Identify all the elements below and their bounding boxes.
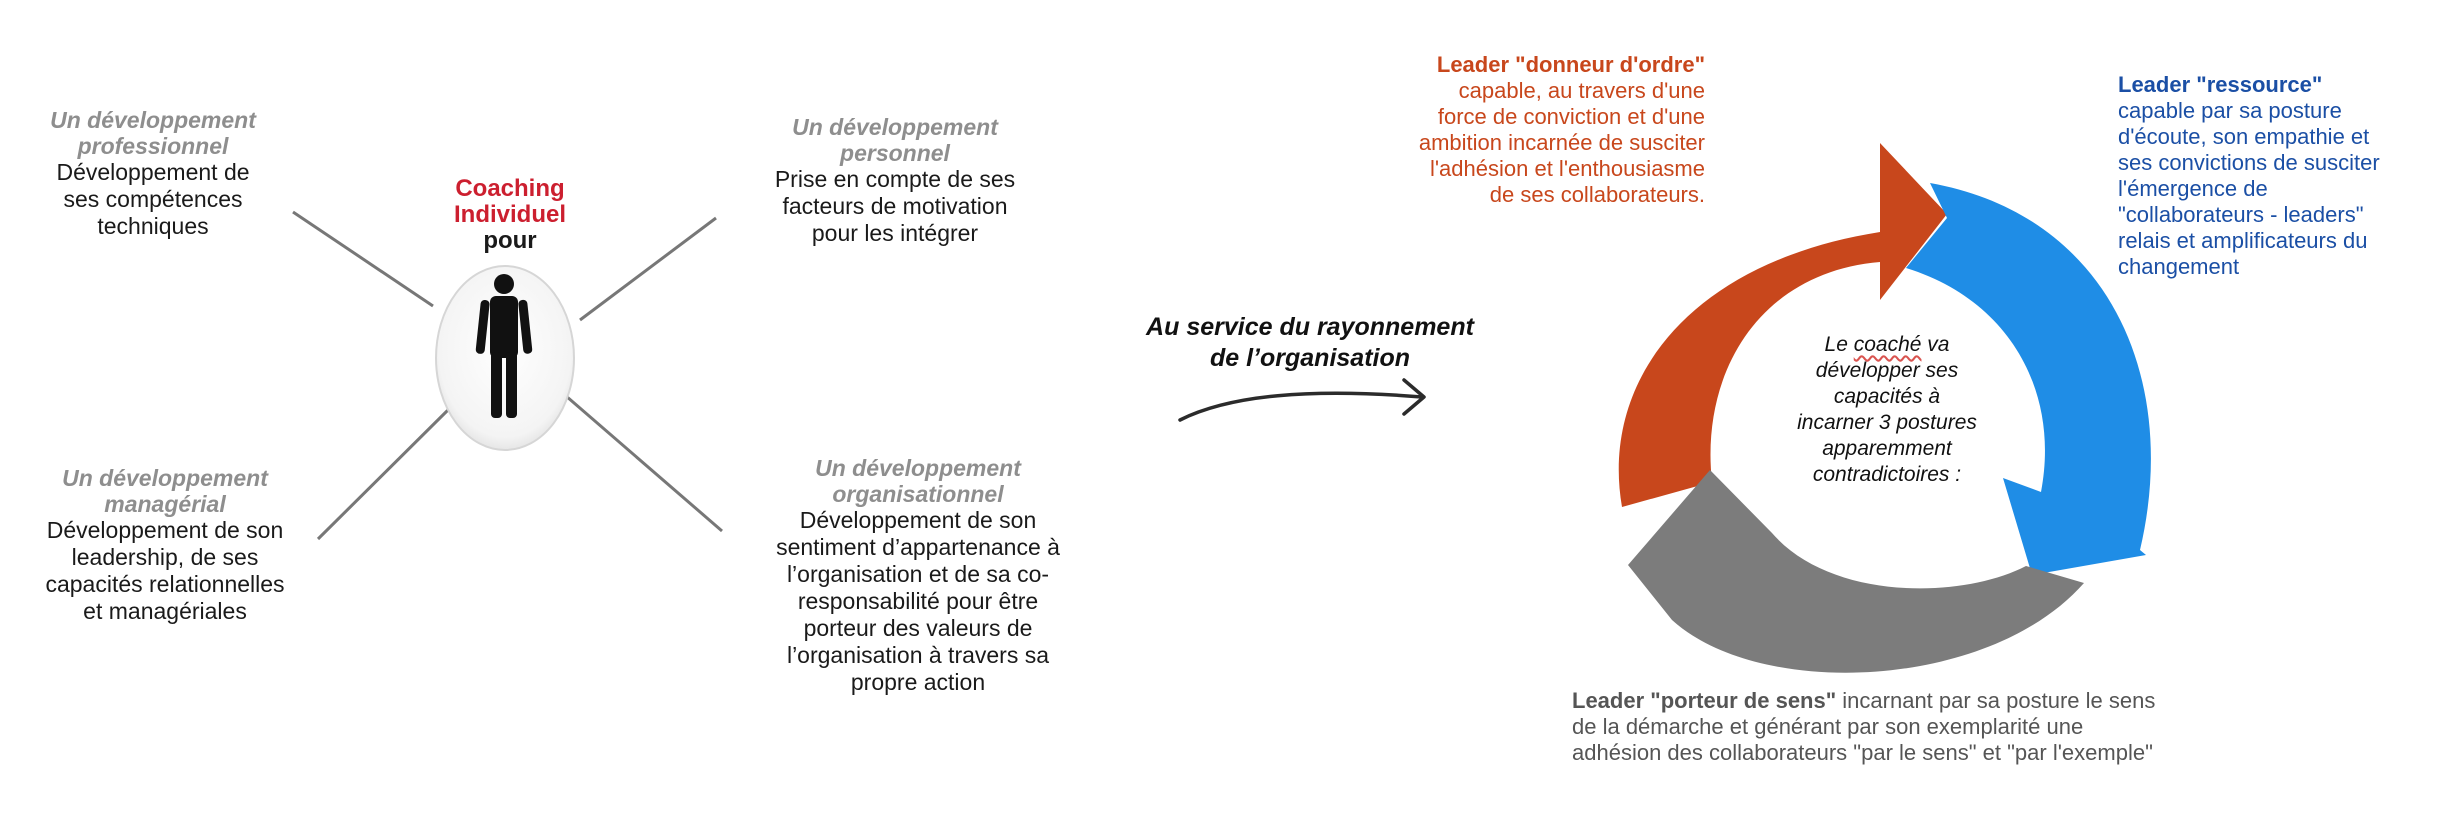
coaching-line-2: Individuel bbox=[453, 201, 566, 228]
personal-body-1: Prise en compte de ses bbox=[774, 166, 1016, 192]
block-professional bbox=[18, 107, 288, 240]
professional-body-3: techniques bbox=[97, 213, 209, 239]
organisational-body-1: Développement de son bbox=[799, 507, 1037, 533]
grey-leader-title: Leader "porteur de sens" bbox=[1572, 688, 1837, 713]
service-line-2: de l’organisation bbox=[1209, 344, 1411, 372]
blue-leader-line-3: ses convictions de susciter bbox=[2118, 150, 2380, 175]
cycle-center-line-6: contradictoires : bbox=[1812, 463, 1962, 486]
managerial-heading-2: managérial bbox=[104, 491, 226, 517]
managerial-body-4: et managériales bbox=[83, 598, 247, 624]
block-organisational bbox=[748, 455, 1088, 696]
grey-leader-line-1 bbox=[1572, 688, 2272, 714]
organisational-heading-1: Un développement bbox=[815, 455, 1021, 481]
organisational-body-2: sentiment d’appartenance à bbox=[776, 534, 1060, 560]
orange-leader-line-3: ambition incarnée de susciter bbox=[1418, 130, 1705, 155]
blue-leader-line-6: relais et amplificateurs du bbox=[2118, 228, 2368, 253]
managerial-body-2: leadership, de ses bbox=[71, 544, 259, 570]
orange-leader-line-1: capable, au travers d'une bbox=[1458, 78, 1705, 103]
orange-leader-line-2: force de conviction et d'une bbox=[1437, 104, 1705, 129]
connector-line-managerial bbox=[318, 408, 450, 539]
blue-leader-text bbox=[2118, 72, 2428, 280]
professional-heading-2: professionnel bbox=[77, 133, 229, 159]
organisational-body-6: l’organisation à travers sa bbox=[786, 642, 1050, 668]
blue-leader-line-7: changement bbox=[2118, 254, 2240, 279]
cycle-center-text bbox=[1762, 332, 2012, 488]
professional-heading-1: Un développement bbox=[50, 107, 256, 133]
orange-leader-title: Leader "donneur d'ordre" bbox=[1436, 52, 1705, 77]
blue-leader-line-2: d'écoute, son empathie et bbox=[2118, 124, 2370, 149]
orange-leader-line-5: de ses collaborateurs. bbox=[1489, 182, 1705, 207]
cycle-center-line-5: apparemment bbox=[1822, 437, 1952, 460]
coaching-line-1: Coaching bbox=[455, 175, 565, 202]
grey-leader-line-1-rest: incarnant par sa posture le sens bbox=[1836, 688, 2156, 713]
grey-leader-text bbox=[1572, 688, 2272, 766]
block-managerial bbox=[12, 465, 318, 625]
cycle-center-line-2: développer ses bbox=[1815, 359, 1959, 382]
coaching-title bbox=[432, 176, 588, 254]
service-line-1: Au service du rayonnement bbox=[1146, 313, 1474, 341]
organisational-body-4: responsabilité pour être bbox=[797, 588, 1039, 614]
orange-leader-line-4: l'adhésion et l'enthousiasme bbox=[1429, 156, 1705, 181]
blue-leader-line-5: "collaborateurs - leaders" bbox=[2118, 202, 2364, 227]
cycle-center-line-4: incarner 3 postures bbox=[1797, 411, 1977, 434]
organisational-heading-2: organisationnel bbox=[832, 481, 1004, 507]
organisational-body-5: porteur des valeurs de bbox=[803, 615, 1033, 641]
personal-body-3: pour les intégrer bbox=[811, 220, 979, 246]
managerial-heading-1: Un développement bbox=[62, 465, 268, 491]
connector-line-personal bbox=[580, 218, 716, 320]
personal-body-2: facteurs de motivation bbox=[782, 193, 1008, 219]
managerial-body-1: Développement de son bbox=[46, 517, 284, 543]
personal-heading-1: Un développement bbox=[792, 114, 998, 140]
connector-line-organisational bbox=[566, 396, 722, 531]
grey-leader-line-3: adhésion des collaborateurs "par le sens" et "par l'exemple" bbox=[1572, 740, 2153, 765]
organisational-body-3: l’organisation et de sa co- bbox=[786, 561, 1050, 587]
cycle-center-post: va bbox=[1921, 333, 1950, 356]
connector-line-professional bbox=[293, 212, 433, 306]
coaching-line-3: pour bbox=[483, 227, 537, 254]
service-caption bbox=[1130, 312, 1490, 374]
block-personal bbox=[745, 114, 1045, 247]
blue-leader-line-4: l'émergence de bbox=[2118, 176, 2268, 201]
curved-arrow-icon bbox=[1180, 380, 1424, 420]
cycle-center-line-1 bbox=[1762, 332, 2012, 358]
managerial-body-3: capacités relationnelles bbox=[45, 571, 285, 597]
cycle-center-line-3: capacités à bbox=[1833, 385, 1941, 408]
personal-heading-2: personnel bbox=[840, 140, 950, 166]
orange-leader-text bbox=[1300, 52, 1705, 208]
grey-leader-line-2: de la démarche et générant par son exemplarité une bbox=[1572, 714, 2084, 739]
professional-body-1: Développement de bbox=[56, 159, 250, 185]
organisational-body-7: propre action bbox=[850, 669, 986, 695]
blue-leader-line-1: capable par sa posture bbox=[2118, 98, 2342, 123]
blue-leader-title: Leader "ressource" bbox=[2118, 72, 2323, 97]
cycle-center-word: coaché bbox=[1853, 333, 1922, 356]
cycle-center-pre: Le bbox=[1824, 333, 1854, 356]
professional-body-2: ses compétences bbox=[63, 186, 243, 212]
